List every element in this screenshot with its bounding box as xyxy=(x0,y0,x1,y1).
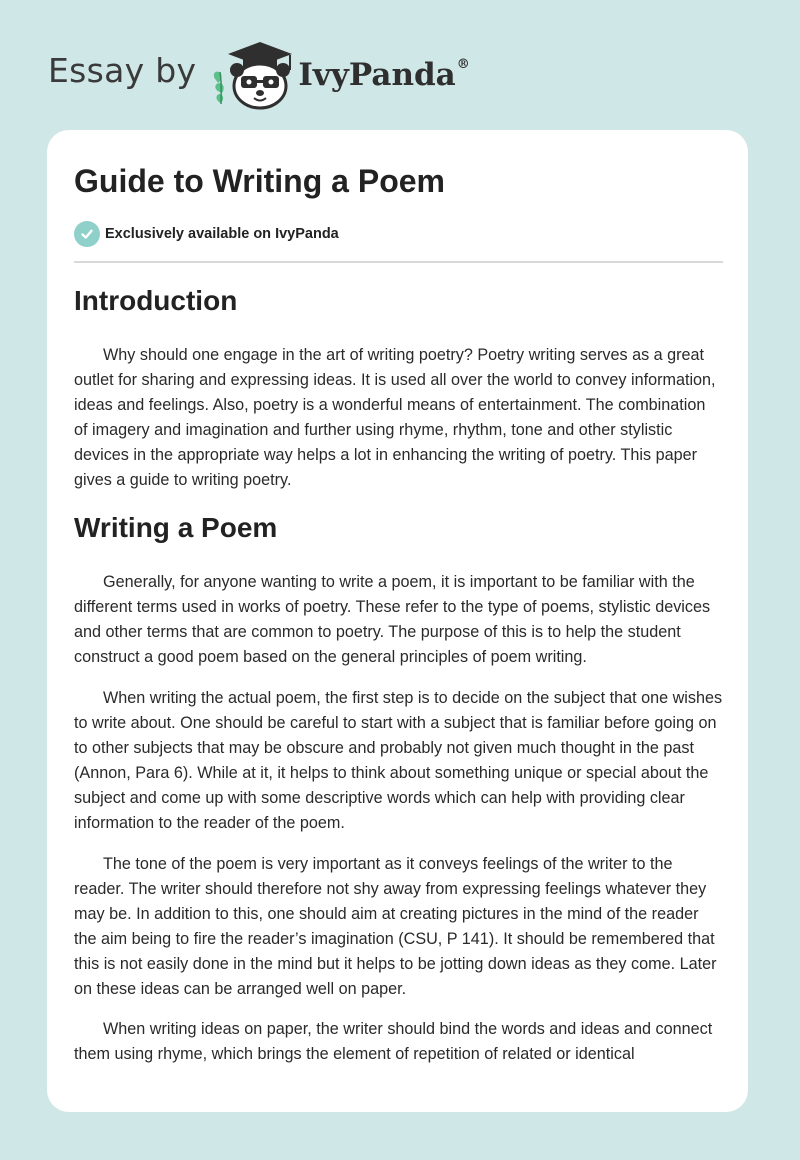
article-title: Guide to Writing a Poem xyxy=(74,163,445,199)
exclusive-badge-label: Exclusively available on IvyPanda xyxy=(105,226,339,242)
paragraph: When writing ideas on paper, the writer should bind the words and ideas and connect them using rhyme, which brings the element of repetition of related or identical xyxy=(74,1020,713,1063)
brand-name[interactable]: IvyPanda® xyxy=(298,56,470,93)
ivypanda-logo-icon[interactable] xyxy=(210,36,298,112)
paragraph: Generally, for anyone wanting to write a poem, it is important to be familiar with the different terms used in works of poetry. These refer to the type of poems, stylistic devices and other terms that are common to poetry. The purpose of this is to help the student construct a good poem based on the general principles of poem writing. xyxy=(74,573,711,666)
paragraph: Why should one engage in the art of writing poetry? Poetry writing serves as a great outlet for sharing and expressing ideas. It is used all over the world to convey information, ideas and feelings. Also, poetry is a wonderful means of entertainment. The combination of imagery and imagination and further using rhyme, rhythm, tone and other stylistic devices in the appropriate way helps a lot in enhancing the writing of poetry. This paper gives a guide to writing poetry. xyxy=(74,346,716,489)
essay-by-label: Essay by xyxy=(48,50,197,90)
paragraph: When writing the actual poem, the first step is to decide on the subject that one wishes to write about. One should be careful to start with a subject that is familiar before going on to other subjects that may be obscure and probably not given much thought in the past (Annon, Para 6). While at it, it helps to think about something unique or special about the subject and come up with some descriptive words which can help with providing clear information to the reader of the poem. xyxy=(74,689,723,832)
exclusive-badge xyxy=(74,221,339,247)
checkmark-icon xyxy=(74,221,100,247)
section-heading-introduction: Introduction xyxy=(74,285,238,316)
site-header xyxy=(48,34,470,114)
article-card xyxy=(47,130,748,1112)
paragraph: The tone of the poem is very important as it conveys feelings of the writer to the reader. The writer should therefore not shy away from expressing feelings whatever they may be. In addition to this, one should aim at creating pictures in the mind of the reader the aim being to fire the reader’s imagination (CSU, P 141). It should be remembered that this is not easily done in the mind but it helps to be jotting down ideas as they come. Later on these ideas can be arranged well on paper. xyxy=(74,855,717,998)
registered-mark: ® xyxy=(456,56,470,72)
section-heading-writing-a-poem: Writing a Poem xyxy=(74,512,278,543)
title-divider xyxy=(74,261,723,263)
